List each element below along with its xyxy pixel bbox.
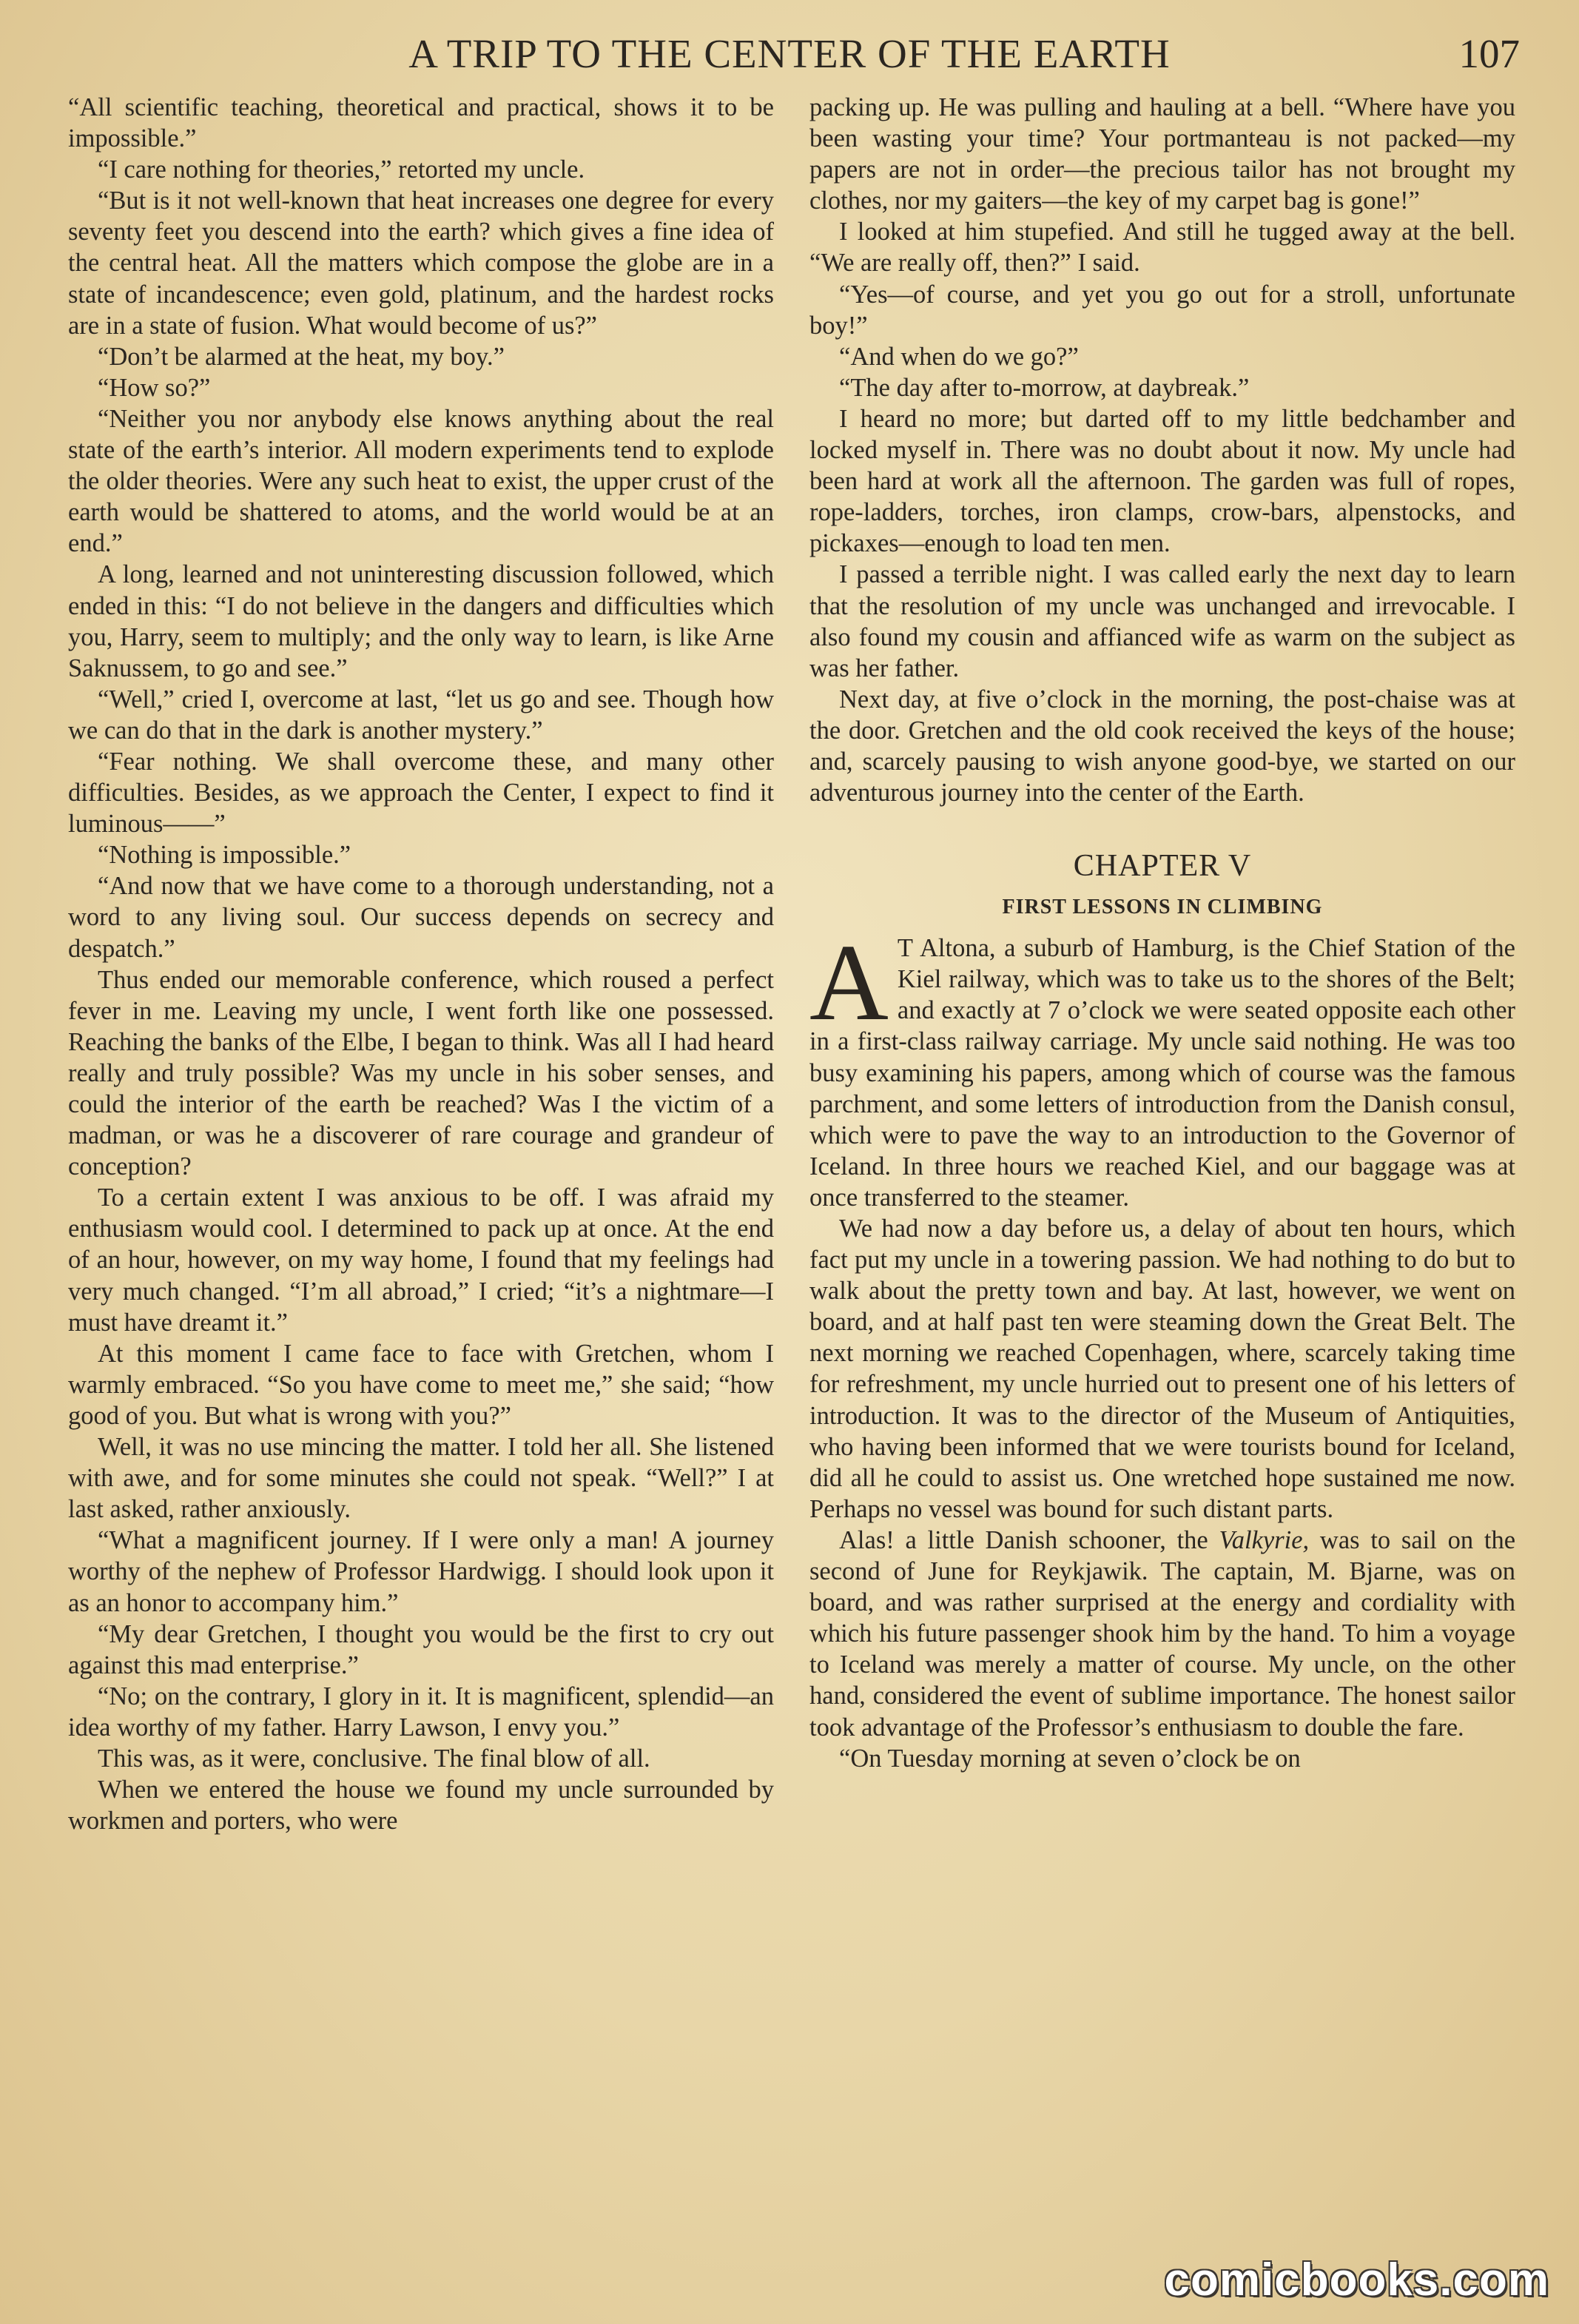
- paragraph: “Well,” cried I, overcome at last, “let us go and see. Though how we can do that in the dark is another mystery.”: [68, 685, 774, 745]
- paragraph-text: T Altona, a suburb of Hamburg, is the Chief Station of the Kiel railway, which was to take us to the shores of the Belt; and exactly at 7 o’clock we were seated opposite each other in a first-class railway carriage. My uncle said nothing. He was too busy examining his papers, among which of course was the famous parchment, and some letters of introduction from the Danish consul, which were to pave the way to an introduction to the Governor of Iceland. In three hours we reached Kiel, and our baggage was at once transferred to the steamer.: [809, 934, 1515, 1212]
- paragraph: “Yes—of course, and yet you go out for a stroll, unfortunate boy!”: [809, 280, 1515, 340]
- paragraph: “Don’t be alarmed at the heat, my boy.”: [98, 342, 505, 371]
- paragraph: We had now a day before us, a delay of about ten hours, which fact put my uncle in a towering passion. We had nothing to do but to walk about the pretty town and bay. At last, however, we went on board, and at half past ten were steaming down the Great Belt. The next morning we reached Copenhagen, where, scarcely taking time for refreshment, my uncle hurried out to present one of his letters of introduction. It was to the director of the Museum of Antiquities, who having been informed that we were tourists bound for Iceland, did all he could to assist us. One wretched hope sustained me now. Perhaps no vessel was bound for such distant parts.: [809, 1215, 1515, 1523]
- paragraph: packing up. He was pulling and hauling at a bell. “Where have you been wasting your time? Your portmanteau is not packed—my papers are not in order—the precious tailor has not brought my clothes, nor my gaiters—the key of my carpet bag is gone!”: [809, 93, 1515, 215]
- paragraph: A long, learned and not uninteresting discussion followed, which ended in this: “I do not believe in the dangers and difficulties which you, Harry, seem to multiply; and the only way to learn, is like Arne Saknussem, to go and see.”: [68, 560, 774, 682]
- chapter-title: CHAPTER V: [1073, 849, 1252, 884]
- chapter-subtitle: FIRST LESSONS IN CLIMBING: [1002, 896, 1323, 919]
- paragraph: “The day after to-morrow, at daybreak.”: [839, 373, 1250, 402]
- site-watermark: comicbooks.com: [1164, 2254, 1549, 2305]
- paragraph: “Neither you nor anybody else knows anything about the real state of the earth’s interior. All modern experiments tend to explode the older theories. Were any such heat to exist, the upper crust of the earth would be shattered to atoms, and the world would be at an end.”: [68, 404, 774, 558]
- left-text-column: [68, 92, 774, 1836]
- paragraph: [809, 1525, 1515, 1743]
- paragraph-text: was to sail on the second of June for Reykjawik. The captain, M. Bjarne, was on board, and was rather surprised at the energy and cordiality with which his future passenger shook him by the hand. To him a voyage to Iceland was merely a matter of course. My uncle, on the other hand, considered the event of sublime importance. The honest sailor took advantage of the Professor’s enthusiasm to double the fare.: [809, 1525, 1516, 1742]
- paragraph: I looked at him stupefied. And still he tugged away at the bell. “We are really off, then?” I said.: [809, 218, 1515, 278]
- paragraph: To a certain extent I was anxious to be off. I was afraid my enthusiasm would cool. I determined to pack up at once. At the end of an hour, however, on my way home, I found that my feelings had very much changed. “I’m all abroad,” I cried; “it’s a nightmare—I must have dreamt it.”: [68, 1183, 774, 1337]
- paragraph: Well, it was no use mincing the matter. I told her all. She listened with awe, and for some minutes she could not speak. “Well?” I at last asked, rather anxiously.: [68, 1433, 774, 1524]
- paragraph: Thus ended our memorable conference, which roused a perfect fever in me. Leaving my uncle, I went forth like one possessed. Reaching the banks of the Elbe, I began to think. Was all I had heard really and truly possible? Was my uncle in his sober senses, and could the interior of the earth be reached? Was I the victim of a madman, or was he a discoverer of rare courage and grandeur of conception?: [68, 965, 774, 1181]
- paragraph: This was, as it were, conclusive. The final blow of all.: [98, 1744, 650, 1773]
- page-number: 107: [1458, 31, 1520, 76]
- paragraph: “But is it not well-known that heat increases one degree for every seventy feet you descend into the earth? which gives a fine idea of the central heat. All the matters which compose the globe are in a state of incandescence; even gold, platinum, and the hardest rocks are in a state of fusion. What would become of us?”: [68, 187, 774, 340]
- paragraph: “My dear Gretchen, I thought you would be the first to cry out against this mad enterprise.”: [68, 1619, 774, 1679]
- paragraph: When we entered the house we found my uncle surrounded by workmen and porters, who were: [68, 1776, 774, 1836]
- paragraph: I heard no more; but darted off to my little bedchamber and locked myself in. There was no doubt about it now. My uncle had been hard at work all the afternoon. The garden was full of ropes, rope-ladders, torches, iron clamps, crow-bars, alpenstocks, and pickaxes—enough to load ten men.: [809, 404, 1515, 558]
- right-text-column: [809, 92, 1515, 1774]
- paragraph: “No; on the contrary, I glory in it. It is magnificent, splendid—an idea worthy of my father. Harry Lawson, I envy you.”: [68, 1682, 774, 1742]
- paragraph: “On Tuesday morning at seven o’clock be on: [839, 1744, 1301, 1773]
- paragraph-text: Alas! a little Danish schooner, the: [839, 1525, 1219, 1554]
- paragraph: “What a magnificent journey. If I were only a man! A journey worthy of the nephew of Professor Hardwigg. I should look upon it as an honor to accompany him.”: [68, 1526, 774, 1617]
- chapter-opening-paragraph: [809, 922, 1515, 1213]
- paragraph: “And when do we go?”: [839, 342, 1079, 371]
- paragraph: “Fear nothing. We shall overcome these, and many other difficulties. Besides, as we approach the Center, I expect to find it luminous——”: [68, 747, 774, 839]
- paragraph: “Nothing is impossible.”: [98, 841, 351, 870]
- paragraph: “All scientific teaching, theoretical and practical, shows it to be impossible.”: [68, 93, 774, 153]
- paragraph: Next day, at five o’clock in the morning, the post-chaise was at the door. Gretchen and the old cook received the keys of the house; and, scarcely pausing to wish anyone good-bye, we started on our adventurous journey into the center of the Earth.: [809, 685, 1515, 807]
- running-head-title: A TRIP TO THE CENTER OF THE EARTH: [408, 31, 1171, 76]
- drop-cap: A: [809, 922, 889, 1044]
- ship-name: Valkyrie,: [1219, 1525, 1310, 1554]
- paragraph: I passed a terrible night. I was called early the next day to learn that the resolution of my uncle was unchanged and irrevocable. I also found my cousin and affianced wife as warm on the subject as was her father.: [809, 560, 1515, 682]
- paragraph: “And now that we have come to a thorough understanding, not a word to any living soul. Our success depends on secrecy and despatch.”: [68, 872, 774, 963]
- paragraph: “I care nothing for theories,” retorted my uncle.: [98, 155, 585, 184]
- paragraph: At this moment I came face to face with Gretchen, whom I warmly embraced. “So you have come to meet me,” she said; “how good of you. But what is wrong with you?”: [68, 1339, 774, 1430]
- paragraph: “How so?”: [98, 373, 211, 402]
